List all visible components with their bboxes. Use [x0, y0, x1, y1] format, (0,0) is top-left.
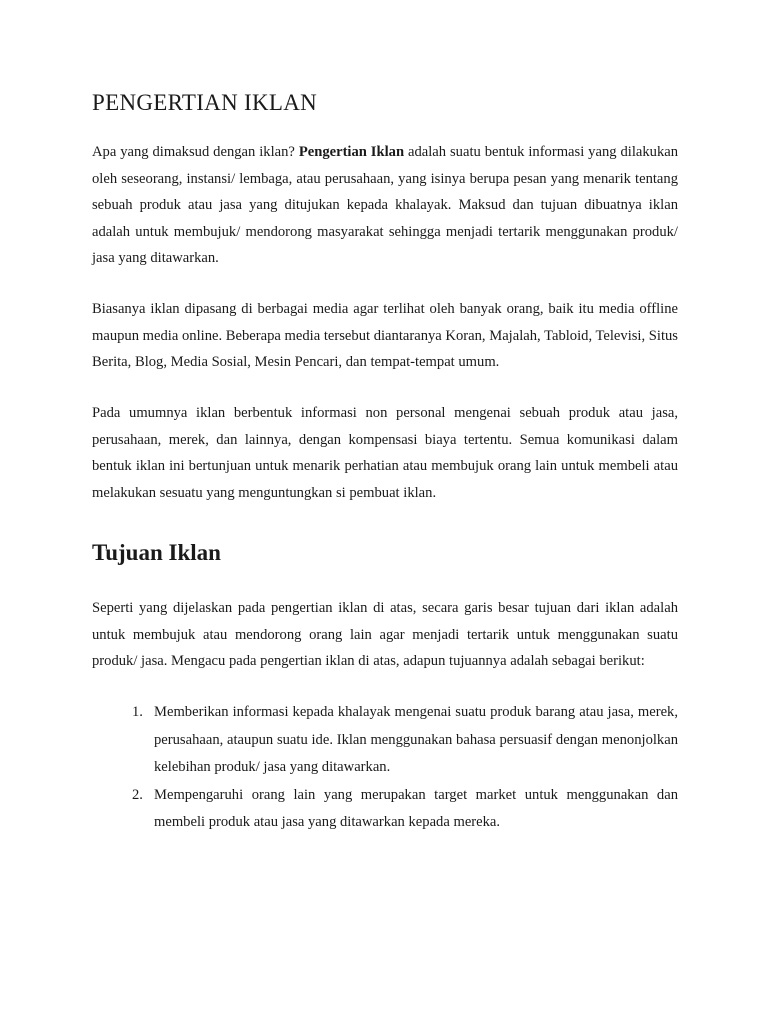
intro-rest: adalah suatu bentuk informasi yang dilakukan oleh seseorang, instansi/ lembaga, atau perusahaan, yang isinya berupa pesan yang menarik tentang sebuah produk atau jasa yang ditujukan kepada khalayak. Maksud dan tujuan dibuatnya iklan adalah untuk membujuk/ mendorong masyarakat sehingga menjadi tertarik menggunakan produk/ jasa yang ditawarkan. — [92, 144, 679, 266]
intro-paragraph — [92, 139, 678, 272]
list-item — [92, 699, 678, 782]
list-item-number: 2. — [132, 786, 143, 803]
nature-paragraph: Pada umumnya iklan berbentuk informasi non personal mengenai sebuah produk atau jasa, perusahaan, merek, dan lainnya, dengan kompensasi biaya tertentu. Semua komunikasi dalam bentuk iklan ini bertunjuan untuk menarik perhatian atau membujuk orang lain untuk membeli atau melakukan sesuatu yang menguntungkan si pembuat iklan. — [92, 405, 678, 501]
list-item-text: Mempengaruhi orang lain yang merupakan target market untuk menggunakan dan membeli produk atau jasa yang ditawarkan kepada mereka. — [154, 786, 678, 830]
list-item-number: 1. — [132, 704, 143, 720]
intro-term: Pengertian Iklan — [298, 144, 405, 160]
purpose-list — [92, 699, 678, 837]
page-title: PENGERTIAN IKLAN — [92, 90, 318, 115]
list-item-text: Memberikan informasi kepada khalayak mengenai suatu produk barang atau jasa, merek, perusahaan, ataupun suatu ide. Iklan menggunakan bahasa persuasif dengan menonjolkan kelebihan produk/ jasa yang ditawarkan. — [154, 704, 678, 775]
list-item — [92, 782, 678, 837]
intro-lead: Apa yang dimaksud dengan iklan? — [92, 144, 295, 160]
media-paragraph: Biasanya iklan dipasang di berbagai media agar terlihat oleh banyak orang, baik itu media offline maupun media online. Beberapa media tersebut diantaranya Koran, Majalah, Tabloid, Televisi, Situs Berita, Blog, Media Sosial, Mesin Pencari, dan tempat-tempat umum. — [92, 301, 678, 370]
purpose-paragraph: Seperti yang dijelaskan pada pengertian iklan di atas, secara garis besar tujuan dari iklan adalah untuk membujuk atau mendorong orang lain agar menjadi tertarik untuk menggunakan suatu produk/ jasa. Mengacu pada pengertian iklan di atas, adapun tujuannya adalah sebagai berikut: — [92, 600, 678, 669]
section-heading-tujuan: Tujuan Iklan — [92, 540, 221, 565]
